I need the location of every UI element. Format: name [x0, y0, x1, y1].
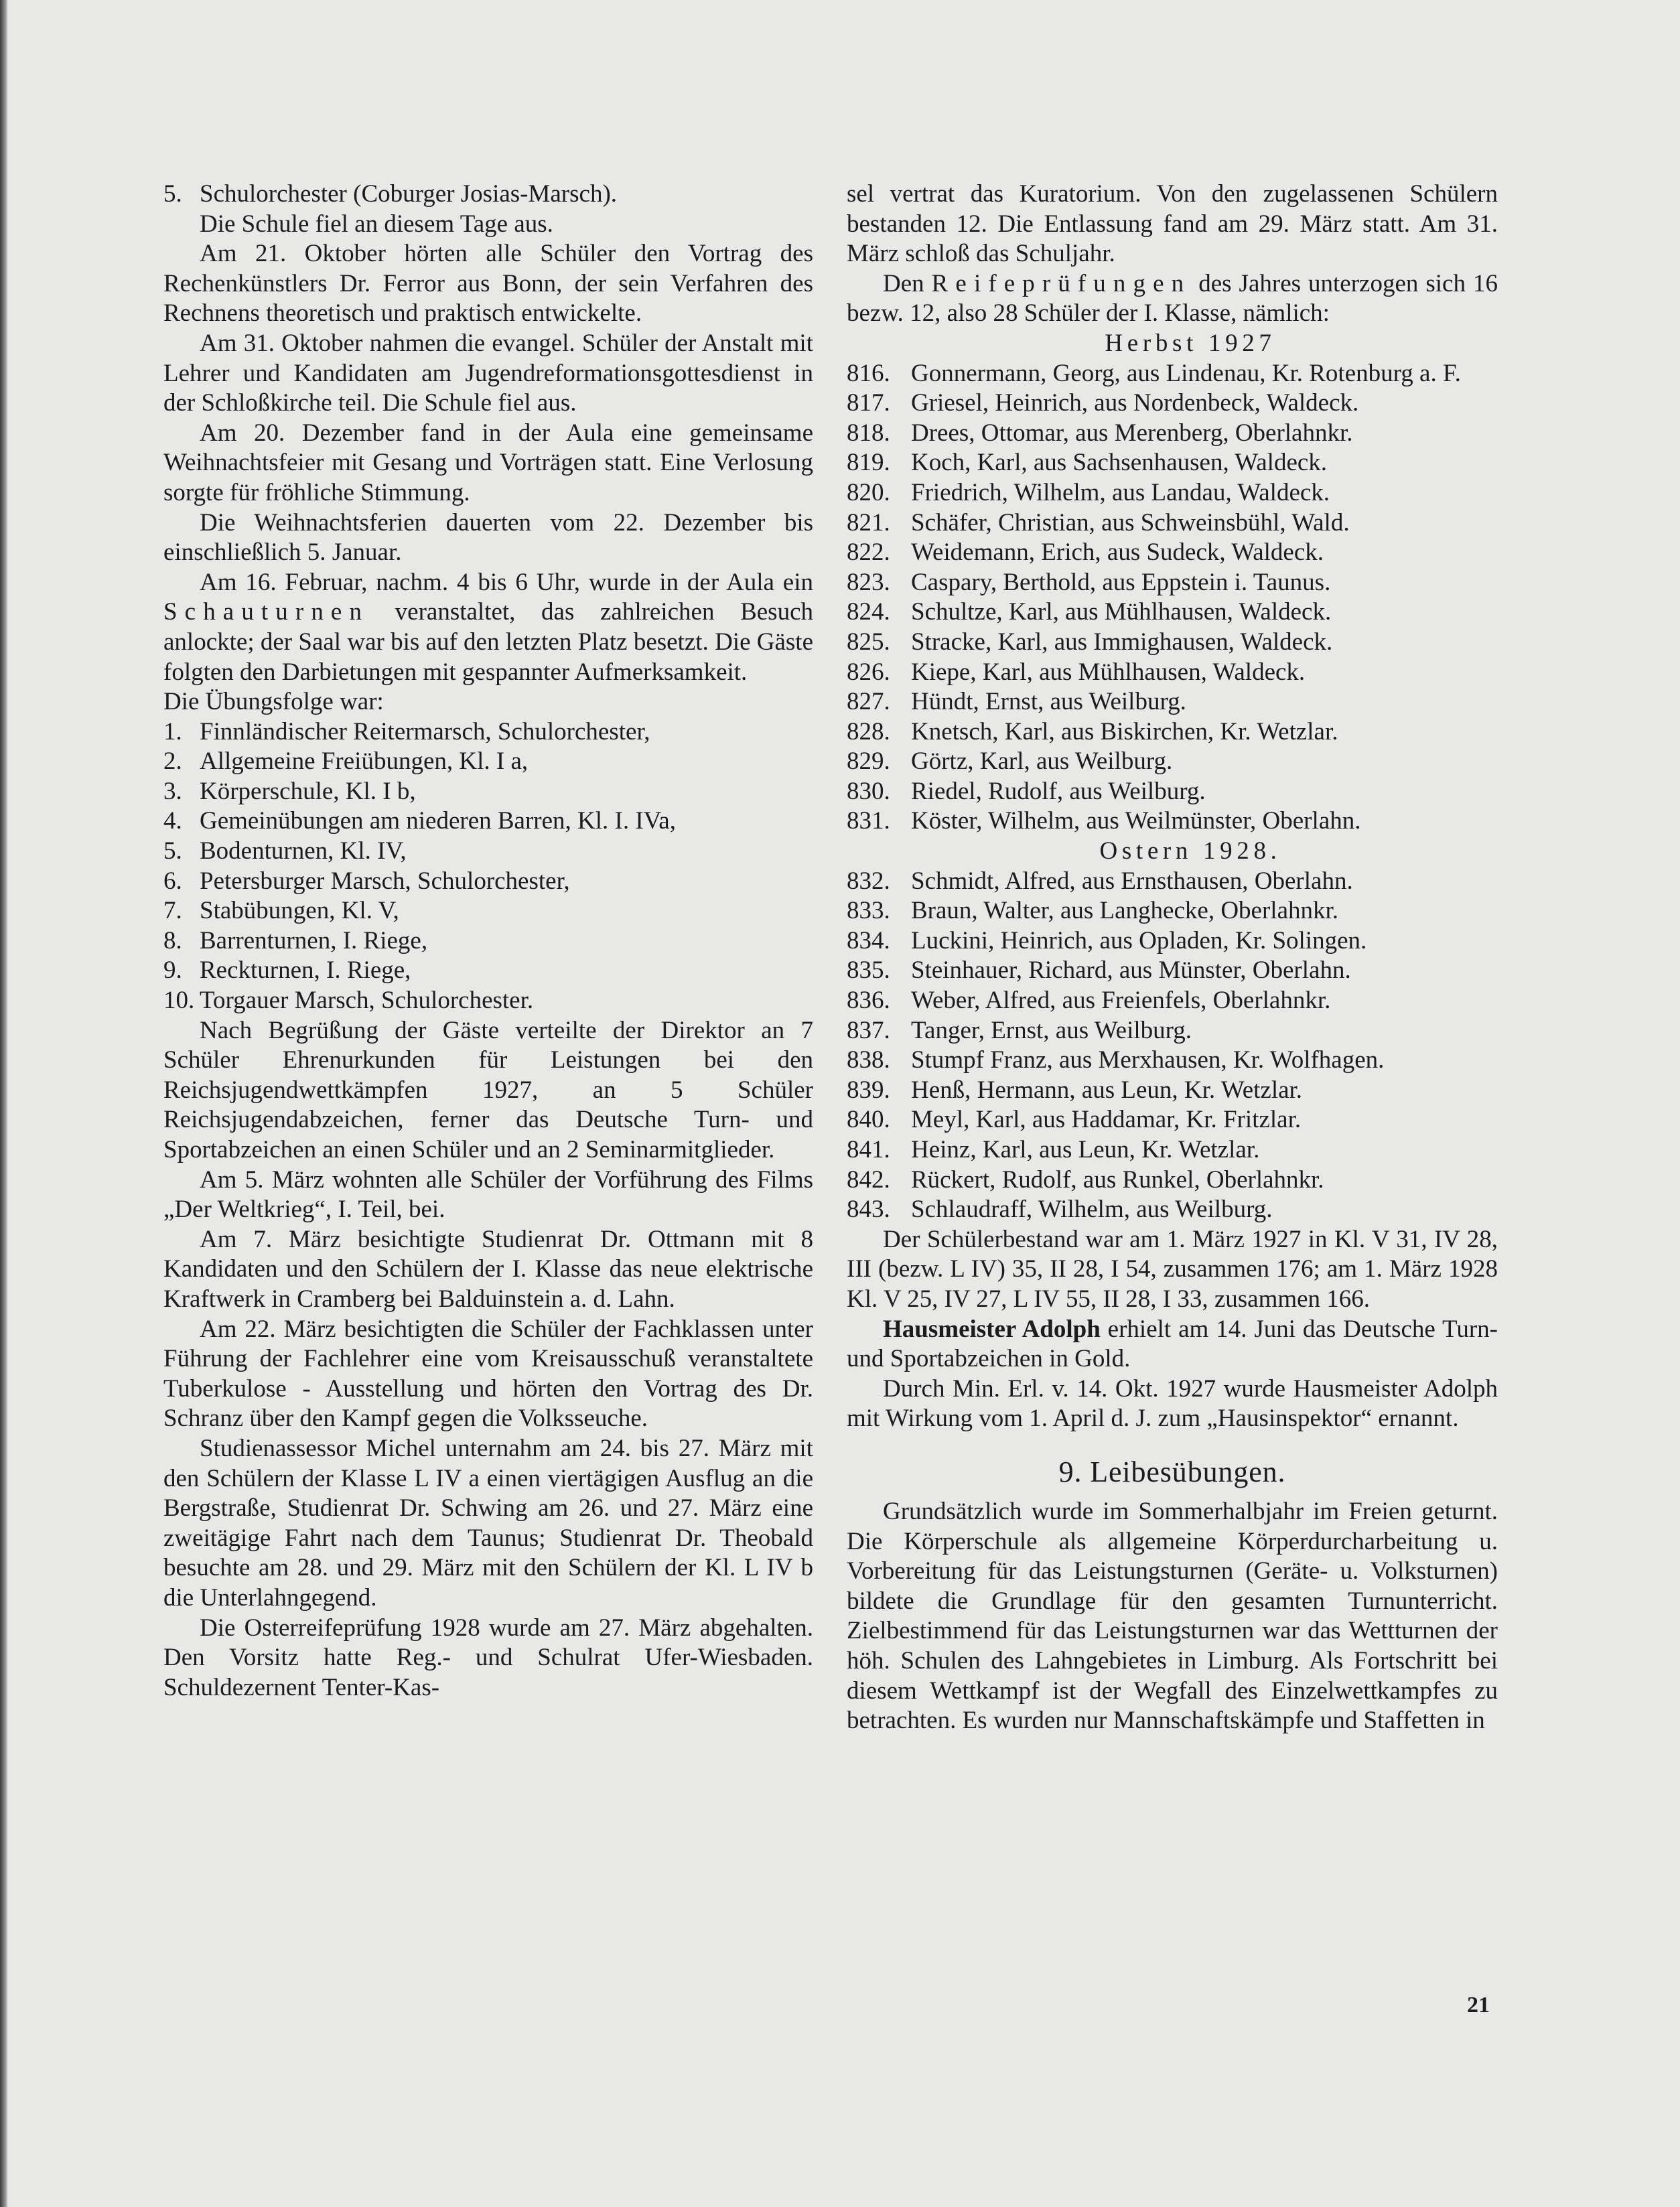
roster-entry: Braun, Walter, aus Langhecke, Oberlahnkr. [911, 897, 1339, 925]
roster-number: 837. [847, 1016, 890, 1044]
roster-row [847, 926, 1498, 956]
roster-number: 817. [847, 389, 890, 417]
roster-number: 821. [847, 508, 890, 537]
bold-name: Hausmeister Adolph [883, 1315, 1101, 1343]
paragraph: Studienassessor Michel unternahm am 24. bis 27. März mit den Schülern der Klasse L IV a einen viertägigen Ausflug an die Bergstraße, Studienrat Dr. Schwing am 26. und 27. März eine zweitägige Fahrt nach dem Taunus; Studienrat Dr. Theobald besuchte am 28. und 29. März mit den Schülern der Kl. L IV b die Unterlahngegend. [163, 1434, 813, 1612]
roster-row [847, 1135, 1498, 1165]
roster-row [847, 896, 1498, 926]
page-number: 21 [1467, 1993, 1490, 2017]
roster-number: 831. [847, 807, 890, 835]
roster-number: 820. [847, 478, 890, 506]
roster-entry: Kiepe, Karl, aus Mühlhausen, Waldeck. [911, 658, 1306, 686]
roster-row [847, 687, 1498, 717]
paragraph: Grundsätzlich wurde im Sommerhalbjahr im Freien geturnt. Die Körperschule als allgemeine Körperdurcharbeitung u. Vorbereitung für das Leistungsturnen (Geräte- u. Volksturnen) bildete die Grundlage für den gesamten Turnunterricht. Zielbestimmend für das Leistungsturnen war das Wettturnen der höh. Schulen des Lahngebietes in Limburg. Als Fortschritt bei diesem Wettkampf ist der Wegfall des Einzelwettkampfes zu betrachten. Es wurden nur Mannschaftskämpfe und Staffetten in [847, 1497, 1498, 1735]
roster-row [847, 568, 1498, 598]
roster-number: 832. [847, 867, 890, 895]
roster-number: 816. [847, 359, 890, 387]
roster-entry: Friedrich, Wilhelm, aus Landau, Waldeck. [911, 478, 1330, 506]
list-text: Bodenturnen, Kl. IV, [200, 837, 407, 865]
roster-number: 823. [847, 568, 890, 596]
roster-number: 839. [847, 1076, 890, 1104]
list-number: 10. [163, 987, 195, 1015]
roster-number: 841. [847, 1136, 890, 1163]
roster-number: 819. [847, 449, 890, 477]
roster-number: 835. [847, 956, 890, 985]
roster-row [847, 628, 1498, 658]
paragraph-text: erhielt am 14. Juni das Deutsche Turn- und Sportabzeichen in Gold. [847, 1315, 1498, 1373]
program-list [163, 717, 813, 1016]
term-heading-autumn: Herbst 1927 [1105, 329, 1276, 357]
roster-number: 824. [847, 598, 890, 626]
roster-entry: Gonnermann, Georg, aus Lindenau, Kr. Rotenburg a. F. [911, 359, 1461, 387]
paragraph [847, 1315, 1498, 1374]
roster-entry: Tanger, Ernst, aus Weilburg. [911, 1016, 1192, 1044]
roster-number: 827. [847, 688, 890, 716]
roster-entry: Riedel, Rudolf, aus Weilburg. [911, 777, 1206, 805]
list-number: 2. [163, 747, 182, 776]
paragraph: Am 31. Oktober nahmen die evangel. Schüler der Anstalt mit Lehrer und Kandidaten am Jugendreformationsgottesdienst in der Schloßkirche teil. Die Schule fiel aus. [163, 329, 813, 417]
roster-entry: Weidemann, Erich, aus Sudeck, Waldeck. [911, 539, 1324, 567]
paragraph: Der Schülerbestand war am 1. März 1927 in Kl. V 31, IV 28, III (bezw. L IV) 35, II 28, I 54, zusammen 176; am 1. März 1928 Kl. V 25, IV 27, L IV 55, II 28, I 33, zusammen 166. [847, 1225, 1498, 1313]
roster-entry: Koch, Karl, aus Sachsenhausen, Waldeck. [911, 449, 1328, 477]
paragraph: Nach Begrüßung der Gäste verteilte der Direktor an 7 Schüler Ehrenurkunden für Leistungen bei den Reichsjugendwettkämpfen 1927, an 5 Schüler Reichsjugendabzeichen, ferner das Deutsche Turn- und Sportabzeichen an einen Schüler und an 2 Seminarmitglieder. [163, 1016, 813, 1163]
paragraph-text: veranstaltet, das zahlreichen Besuch anlockte; der Saal war bis auf den letzten Platz besetzt. Die Gäste folgten den Darbietungen mit gespannter Aufmerksamkeit. [163, 598, 813, 686]
paragraph [163, 568, 813, 687]
paragraph: Am 20. Dezember fand in der Aula eine gemeinsame Weihnachtsfeier mit Gesang und Vorträgen statt. Eine Verlosung sorgte für fröhliche Stimmung. [163, 419, 813, 506]
list-item [163, 180, 813, 210]
roster-row [847, 867, 1498, 897]
term-heading-easter: Ostern 1928. [1099, 837, 1281, 865]
roster-number: 843. [847, 1196, 890, 1224]
program-item [163, 837, 813, 867]
roster-entry: Rückert, Rudolf, aus Runkel, Oberlahnkr. [911, 1165, 1324, 1194]
list-text: Gemeinübungen am niederen Barren, Kl. I. IVa, [200, 807, 676, 835]
program-item [163, 896, 813, 926]
roster-easter [847, 867, 1498, 1225]
roster-row [847, 806, 1498, 837]
roster-entry: Griesel, Heinrich, aus Nordenbeck, Waldeck. [911, 389, 1359, 417]
list-number: 1. [163, 717, 182, 745]
program-item [163, 777, 813, 807]
paragraph-text: des Jahres unterzogen sich 16 bezw. 12, also 28 Schüler der I. Klasse, nämlich: [847, 269, 1498, 328]
roster-row [847, 1195, 1498, 1225]
spaced-term: Reifeprüfungen [931, 269, 1192, 297]
list-text: Torgauer Marsch, Schulorchester. [200, 987, 534, 1015]
roster-entry: Schlaudraff, Wilhelm, aus Weilburg. [911, 1196, 1273, 1224]
paragraph: Die Osterreifeprüfung 1928 wurde am 27. März abgehalten. Den Vorsitz hatte Reg.- und Schulrat Ufer-Wiesbaden. Schuldezernent Tenter-Kas- [163, 1614, 813, 1701]
roster-row [847, 448, 1498, 478]
list-text: Petersburger Marsch, Schulorchester, [200, 867, 570, 895]
roster-entry: Schmidt, Alfred, aus Ernsthausen, Oberlahn. [911, 867, 1353, 895]
roster-number: 834. [847, 926, 890, 954]
roster-entry: Schäfer, Christian, aus Schweinsbühl, Wald. [911, 508, 1350, 537]
roster-row [847, 388, 1498, 419]
roster-number: 833. [847, 897, 890, 925]
roster-row [847, 717, 1498, 747]
paragraph: Durch Min. Erl. v. 14. Okt. 1927 wurde Hausmeister Adolph mit Wirkung vom 1. April d. J. zum „Hausinspektor“ ernannt. [847, 1374, 1498, 1433]
paragraph-text: Den [883, 269, 932, 297]
roster-number: 840. [847, 1106, 890, 1134]
roster-autumn [847, 359, 1498, 837]
roster-entry: Stracke, Karl, aus Immighausen, Waldeck. [911, 628, 1333, 656]
paragraph: Am 22. März besichtigten die Schüler der Fachklassen unter Führung der Fachlehrer eine vom Kreisausschuß veranstaltete Tuberkulose - Ausstellung und hörten den Vortrag des Dr. Schranz über den Kampf gegen die Volksseuche. [163, 1315, 813, 1433]
roster-row [847, 1076, 1498, 1106]
roster-row [847, 359, 1498, 389]
list-text: Allgemeine Freiübungen, Kl. I a, [200, 747, 529, 776]
roster-number: 829. [847, 747, 890, 776]
roster-entry: Luckini, Heinrich, aus Opladen, Kr. Solingen. [911, 926, 1367, 954]
roster-number: 826. [847, 658, 890, 686]
roster-entry: Köster, Wilhelm, aus Weilmünster, Oberlahn. [911, 807, 1361, 835]
paragraph: sel vertrat das Kuratorium. Von den zugelassenen Schülern bestanden 12. Die Entlassung fand am 29. März statt. Am 31. März schloß das Schuljahr. [847, 180, 1498, 268]
right-column [847, 180, 1498, 1736]
roster-number: 836. [847, 987, 890, 1015]
list-text: Stabübungen, Kl. V, [200, 897, 399, 925]
roster-entry: Schultze, Karl, aus Mühlhausen, Waldeck. [911, 598, 1332, 626]
left-column [163, 180, 813, 1703]
roster-row [847, 747, 1498, 777]
roster-number: 818. [847, 419, 890, 447]
roster-row [847, 986, 1498, 1016]
roster-entry: Knetsch, Karl, aus Biskirchen, Kr. Wetzlar. [911, 717, 1338, 745]
list-number: 6. [163, 867, 182, 895]
list-text: Reckturnen, I. Riege, [200, 956, 411, 985]
program-item [163, 926, 813, 956]
program-item [163, 986, 813, 1016]
list-number: 3. [163, 777, 182, 805]
page-edge [0, 0, 8, 2207]
roster-number: 830. [847, 777, 890, 805]
program-item [163, 956, 813, 986]
roster-row [847, 419, 1498, 449]
roster-row [847, 1016, 1498, 1046]
roster-row [847, 478, 1498, 508]
roster-row [847, 538, 1498, 568]
roster-row [847, 658, 1498, 688]
paragraph [847, 269, 1498, 329]
roster-number: 838. [847, 1046, 890, 1074]
paragraph: Die Weihnachtsferien dauerten vom 22. Dezember bis einschließlich 5. Januar. [163, 508, 813, 567]
list-number: 7. [163, 897, 182, 925]
roster-row [847, 597, 1498, 628]
roster-entry: Heinz, Karl, aus Leun, Kr. Wetzlar. [911, 1136, 1260, 1163]
paragraph-text: Am 16. Februar, nachm. 4 bis 6 Uhr, wurde in der Aula ein [200, 568, 813, 596]
paragraph: Die Schule fiel an diesem Tage aus. [200, 210, 553, 238]
roster-row [847, 1105, 1498, 1135]
list-text: Schulorchester (Coburger Josias-Marsch). [200, 180, 618, 208]
list-number: 8. [163, 926, 182, 954]
roster-entry: Drees, Ottomar, aus Merenberg, Oberlahnkr. [911, 419, 1353, 447]
section-heading: 9. Leibesübungen. [1058, 1455, 1286, 1488]
list-text: Finnländischer Reitermarsch, Schulorchester, [200, 717, 650, 745]
roster-number: 822. [847, 539, 890, 567]
list-number: 5. [163, 180, 182, 208]
roster-number: 825. [847, 628, 890, 656]
roster-row [847, 777, 1498, 807]
program-item [163, 747, 813, 777]
roster-entry: Hündt, Ernst, aus Weilburg. [911, 688, 1186, 716]
roster-row [847, 1165, 1498, 1196]
roster-entry: Stumpf Franz, aus Merxhausen, Kr. Wolfhagen. [911, 1046, 1385, 1074]
program-item [163, 717, 813, 747]
roster-entry: Görtz, Karl, aus Weilburg. [911, 747, 1173, 776]
list-text: Körperschule, Kl. I b, [200, 777, 416, 805]
program-item [163, 806, 813, 837]
list-number: 9. [163, 956, 182, 985]
paragraph: Am 7. März besichtigte Studienrat Dr. Ottmann mit 8 Kandidaten und den Schülern der I. Klasse das neue elektrische Kraftwerk in Cramberg bei Balduinstein a. d. Lahn. [163, 1225, 813, 1313]
list-number: 5. [163, 837, 182, 865]
paragraph: Am 5. März wohnten alle Schüler der Vorführung des Films „Der Weltkrieg“, I. Teil, bei. [163, 1165, 813, 1224]
roster-entry: Weber, Alfred, aus Freienfels, Oberlahnkr. [911, 987, 1331, 1015]
spaced-term: Schauturnen [163, 598, 370, 626]
roster-number: 842. [847, 1165, 890, 1194]
roster-entry: Henß, Hermann, aus Leun, Kr. Wetzlar. [911, 1076, 1303, 1104]
roster-entry: Caspary, Berthold, aus Eppstein i. Taunus. [911, 568, 1331, 596]
list-number: 4. [163, 807, 182, 835]
roster-entry: Steinhauer, Richard, aus Münster, Oberlahn. [911, 956, 1351, 985]
roster-row [847, 508, 1498, 539]
roster-row [847, 956, 1498, 986]
roster-number: 828. [847, 717, 890, 745]
paragraph: Am 21. Oktober hörten alle Schüler den Vortrag des Rechenkünstlers Dr. Ferror aus Bonn, der sein Verfahren des Rechnens theoretisch und praktisch entwickelte. [163, 240, 813, 328]
program-item [163, 867, 813, 897]
roster-entry: Meyl, Karl, aus Haddamar, Kr. Fritzlar. [911, 1106, 1302, 1134]
program-intro: Die Übungsfolge war: [163, 688, 384, 716]
roster-row [847, 1046, 1498, 1076]
list-text: Barrenturnen, I. Riege, [200, 926, 428, 954]
